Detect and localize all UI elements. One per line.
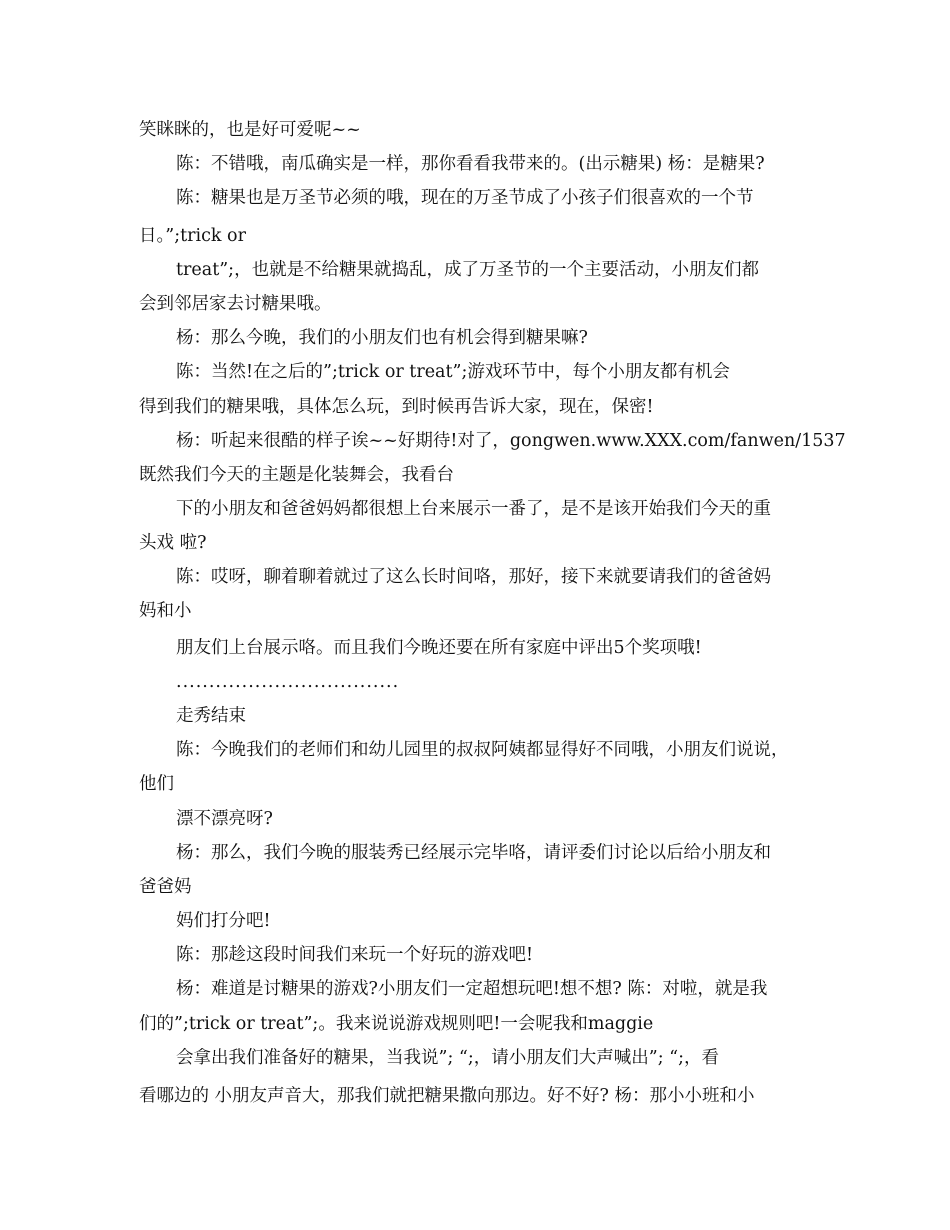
text-line: 笑眯眯的，也是好可爱呢~~ xyxy=(139,120,361,140)
text-line: 爸爸妈 xyxy=(139,877,192,897)
text-line: 看哪边的 小朋友声音大，那我们就把糖果撒向那边。好不好? 杨：那小小班和小 xyxy=(139,1086,755,1106)
text-line: 漂不漂亮呀? xyxy=(176,809,273,829)
text-line: 陈：哎呀，聊着聊着就过了这么长时间咯，那好，接下来就要请我们的爸爸妈 xyxy=(176,567,771,587)
text-line: 日。”;trick or xyxy=(139,226,246,246)
text-line: 陈：那趁这段时间我们来玩一个好玩的游戏吧! xyxy=(176,945,534,965)
text-line: 下的小朋友和爸爸妈妈都很想上台来展示一番了，是不是该开始我们今天的重 xyxy=(176,499,771,519)
text-line: 既然我们今天的主题是化装舞会，我看台 xyxy=(139,465,454,485)
dotted-separator: .................................. xyxy=(176,672,400,692)
text-line: 杨：那么今晚，我们的小朋友们也有机会得到糖果嘛? xyxy=(176,328,588,348)
text-line: 他们 xyxy=(139,774,174,794)
text-line: 得到我们的糖果哦，具体怎么玩，到时候再告诉大家，现在，保密! xyxy=(139,397,654,417)
text-line: 朋友们上台展示咯。而且我们今晚还要在所有家庭中评出5个奖项哦! xyxy=(176,638,702,658)
text-line: treat”;，也就是不给糖果就捣乱，成了万圣节的一个主要活动，小朋友们都 xyxy=(176,260,760,280)
text-line: 妈和小 xyxy=(139,601,192,621)
text-line: 会到邻居家去讨糖果哦。 xyxy=(139,294,332,314)
text-line: 妈们打分吧! xyxy=(176,911,271,931)
text-line: 杨：那么，我们今晚的服装秀已经展示完毕咯，请评委们讨论以后给小朋友和 xyxy=(176,843,771,863)
text-line: 陈：当然!在之后的”;trick or treat”;游戏环节中，每个小朋友都有机会 xyxy=(176,362,730,382)
text-line: 杨：难道是讨糖果的游戏?小朋友们一定超想玩吧!想不想? 陈：对啦，就是我 xyxy=(176,979,768,999)
text-line: 陈：今晚我们的老师们和幼儿园里的叔叔阿姨都显得好不同哦，小朋友们说说， xyxy=(176,740,789,760)
text-line: 陈：糖果也是万圣节必须的哦，现在的万圣节成了小孩子们很喜欢的一个节 xyxy=(176,188,754,208)
text-line: 头戏 啦? xyxy=(139,533,207,553)
text-line: 陈：不错哦，南瓜确实是一样，那你看看我带来的。(出示糖果) 杨：是糖果? xyxy=(176,154,765,174)
text-line: 们的”;trick or treat”;。我来说说游戏规则吧!一会呢我和maggie xyxy=(139,1014,654,1034)
text-line: 会拿出我们准备好的糖果，当我说”; “;，请小朋友们大声喊出”; “;，看 xyxy=(176,1048,719,1068)
text-line: 杨：听起来很酷的样子诶~~好期待!对了，gongwen.www.XXX.com/fanwen/1537 xyxy=(176,431,846,451)
section-heading: 走秀结束 xyxy=(176,706,246,726)
